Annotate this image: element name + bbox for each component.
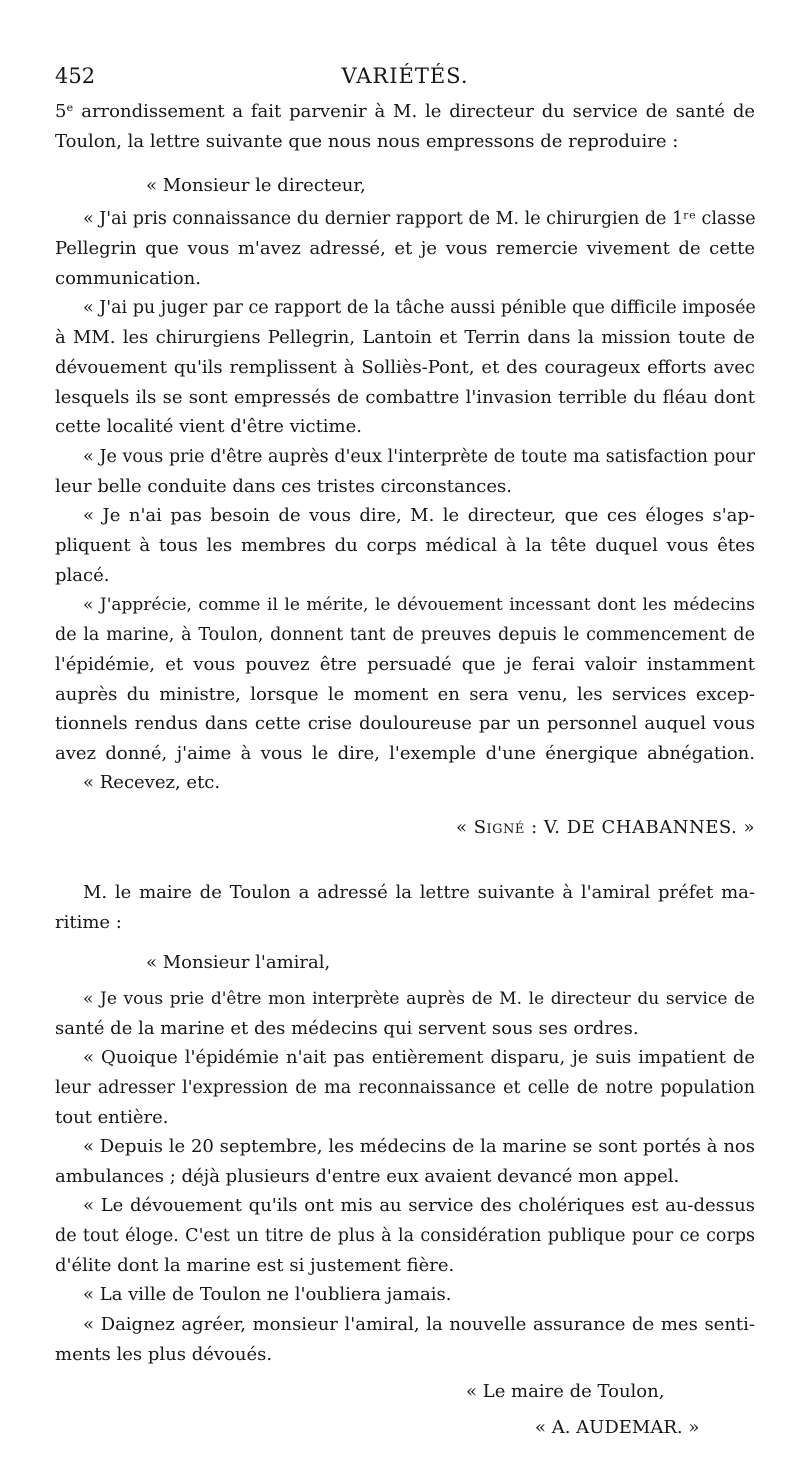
text-line: « Daignez agréer, monsieur l'amiral, la nouvelle assurance de mes senti- — [83, 1314, 755, 1335]
text-line: cette localité vient d'être victime. — [55, 416, 363, 437]
salutation: « Monsieur le directeur, — [146, 175, 366, 196]
text-line: de tout éloge. C'est un titre de plus à la considération publique pour ce corps — [55, 1226, 755, 1246]
text-line: tout entière. — [55, 1107, 169, 1128]
text-line: Pellegrin que vous m'avez adressé, et je vous remercie vivement de cette — [55, 238, 755, 259]
text-line: à MM. les chirurgiens Pellegrin, Lantoin et Terrin dans la mission toute de — [55, 327, 755, 348]
text-line: l'épidémie, et vous pouvez être persuadé que je ferai valoir instamment — [55, 654, 755, 675]
signature-audemar: « A. AUDEMAR. » — [535, 1417, 700, 1438]
text-line: communication. — [55, 268, 201, 289]
text-line: ritime : — [55, 912, 122, 933]
text-line: ambulances ; déjà plusieurs d'entre eux avaient devancé mon appel. — [55, 1166, 680, 1187]
text-line: lesquels ils se sont empressés de combattre l'invasion terrible du fléau dont — [55, 387, 755, 408]
running-title: VARIÉTÉS. — [341, 64, 469, 88]
text-line: dévouement qu'ils remplissent à Solliès-Pont, et des courageux efforts avec — [55, 357, 755, 378]
text-line: « J'ai pris connaissance du dernier rapport de M. le chirurgien de 1ʳᵉ classe — [83, 209, 756, 229]
page-number: 452 — [55, 64, 96, 88]
text-line: avez donné, j'aime à vous le dire, l'exemple d'une énergique abnégation. — [55, 743, 755, 764]
text-line: de la marine, à Toulon, donnent tant de preuves depuis le commencement de — [55, 625, 755, 645]
text-line: pliquent à tous les membres du corps médical à la tête duquel vous êtes — [55, 535, 755, 556]
text-line: « Je n'ai pas besoin de vous dire, M. le directeur, que ces éloges s'ap- — [83, 505, 755, 526]
text-line: 5ᵉ arrondissement a fait parvenir à M. le directeur du service de santé de — [55, 101, 755, 122]
text-line: « Depuis le 20 septembre, les médecins de la marine se sont portés à nos — [83, 1136, 755, 1157]
text-line: « J'apprécie, comme il le mérite, le dévouement incessant dont les médecins — [83, 595, 755, 615]
text-line: « La ville de Toulon ne l'oubliera jamais. — [83, 1284, 452, 1305]
text-line: M. le maire de Toulon a adressé la lettre suivante à l'amiral préfet ma- — [83, 882, 755, 903]
text-line: santé de la marine et des médecins qui servent sous ses ordres. — [55, 1018, 639, 1039]
closing-maire: « Le maire de Toulon, — [466, 1381, 665, 1402]
salutation: « Monsieur l'amiral, — [146, 952, 331, 973]
text-line: « Le dévouement qu'ils ont mis au service des cholériques est au-dessus — [83, 1195, 755, 1216]
text-line: « Quoique l'épidémie n'ait pas entièrement disparu, je suis impatient de — [83, 1047, 755, 1068]
page-header — [55, 64, 755, 96]
text-line: leur adresser l'expression de ma reconnaissance et celle de notre population — [55, 1078, 755, 1098]
text-line: « Je vous prie d'être auprès d'eux l'interprète de toute ma satisfaction pour — [83, 447, 755, 467]
text-line: tionnels rendus dans cette crise douloureuse par un personnel auquel vous — [55, 713, 755, 734]
text-line: « J'ai pu juger par ce rapport de la tâche aussi pénible que difficile imposée — [83, 298, 756, 318]
text-line: « Je vous prie d'être mon interprète auprès de M. le directeur du service de — [83, 989, 755, 1009]
signature-chabannes: « Signé : V. DE CHABANNES. » — [455, 817, 755, 838]
text-line: d'élite dont la marine est si justement fière. — [55, 1255, 455, 1276]
text-line: « Recevez, etc. — [83, 772, 221, 793]
text-line: Toulon, la lettre suivante que nous nous empressons de reproduire : — [55, 131, 679, 152]
text-line: ments les plus dévoués. — [55, 1344, 273, 1365]
text-line: leur belle conduite dans ces tristes circonstances. — [55, 476, 512, 497]
text-line: placé. — [55, 565, 110, 586]
text-line: auprès du ministre, lorsque le moment en sera venu, les services excep- — [55, 684, 755, 705]
